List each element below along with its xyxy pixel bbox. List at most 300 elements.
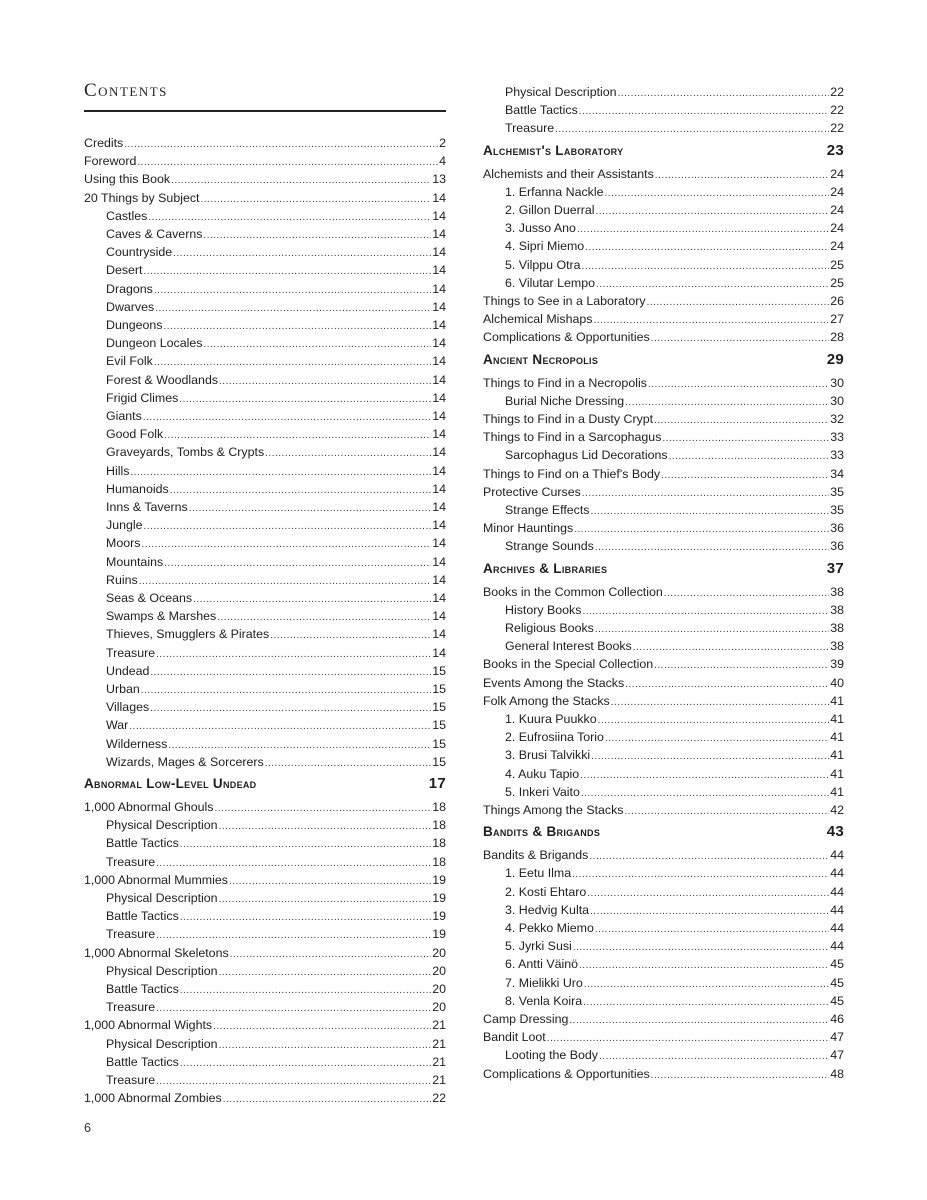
toc-subentry[interactable] bbox=[106, 907, 446, 925]
entry-page: 19 bbox=[432, 872, 446, 887]
toc-subentry[interactable] bbox=[106, 243, 446, 261]
entry-page: 44 bbox=[830, 866, 844, 881]
entry-label: Alchemical Mishaps bbox=[483, 312, 593, 327]
entry-label: Villages bbox=[106, 700, 150, 715]
entry-label: 5. Jyrki Susi bbox=[505, 939, 572, 954]
toc-subentry[interactable] bbox=[106, 425, 446, 443]
entry-label: 5. Inkeri Vaito bbox=[505, 784, 580, 799]
entry-page: 47 bbox=[830, 1048, 844, 1063]
toc-entry[interactable] bbox=[84, 134, 446, 152]
toc-subentry[interactable] bbox=[106, 816, 446, 834]
entry-label: Battle Tactics bbox=[106, 909, 179, 924]
entry-label: Forest & Woodlands bbox=[106, 372, 219, 387]
entry-label: History Books bbox=[505, 602, 582, 617]
section-page: 17 bbox=[428, 775, 446, 792]
entry-page: 15 bbox=[432, 663, 446, 678]
section-heading[interactable] bbox=[84, 774, 446, 794]
entry-label: 5. Vilppu Otra bbox=[505, 257, 581, 272]
toc-entry[interactable] bbox=[483, 1065, 844, 1083]
toc-subentry[interactable] bbox=[106, 516, 446, 534]
toc-subentry[interactable] bbox=[106, 462, 446, 480]
toc-subentry[interactable] bbox=[106, 371, 446, 389]
toc-subentry[interactable] bbox=[505, 919, 844, 937]
toc-entry[interactable] bbox=[84, 1089, 446, 1107]
toc-subentry[interactable] bbox=[505, 937, 844, 955]
toc-entry[interactable] bbox=[483, 465, 844, 483]
toc-subentry[interactable] bbox=[505, 601, 844, 619]
entry-label: Desert bbox=[106, 263, 143, 278]
toc-entry[interactable] bbox=[483, 292, 844, 310]
entry-page: 14 bbox=[432, 281, 446, 296]
section-title: Ancient Necropolis bbox=[483, 351, 599, 367]
page-number: 6 bbox=[84, 1121, 91, 1135]
entry-page: 14 bbox=[432, 536, 446, 551]
toc-subentry[interactable] bbox=[106, 498, 446, 516]
entry-page: 22 bbox=[830, 85, 844, 99]
entry-label: Things Among the Stacks bbox=[483, 803, 624, 817]
toc-subentry[interactable] bbox=[505, 83, 844, 101]
entry-label: Wizards, Mages & Sorcerers bbox=[106, 754, 264, 769]
entry-page: 24 bbox=[830, 221, 844, 236]
toc-subentry[interactable] bbox=[106, 207, 446, 225]
toc-subentry[interactable] bbox=[505, 183, 844, 201]
toc-subentry[interactable] bbox=[106, 644, 446, 662]
entry-label: Moors bbox=[106, 536, 141, 551]
entry-page: 45 bbox=[830, 975, 844, 990]
entry-label: Inns & Taverns bbox=[106, 500, 188, 514]
section-title: Bandits & Brigands bbox=[483, 824, 601, 840]
entry-label: Things to Find on a Thief's Body bbox=[483, 466, 661, 481]
entry-label: 20 Things by Subject bbox=[84, 190, 200, 205]
entry-label: Treasure bbox=[106, 645, 156, 660]
entry-label: Bandit Loot bbox=[483, 1030, 546, 1045]
toc-subentry[interactable] bbox=[106, 443, 446, 461]
entry-page: 24 bbox=[830, 166, 844, 181]
toc-entry[interactable] bbox=[84, 944, 446, 962]
entry-page: 14 bbox=[432, 609, 446, 624]
entry-page: 21 bbox=[432, 1018, 446, 1033]
entry-page: 19 bbox=[432, 909, 446, 924]
entry-label: Undead bbox=[106, 663, 150, 678]
entry-label: Physical Description bbox=[505, 85, 617, 99]
entry-page: 24 bbox=[830, 184, 844, 199]
entry-page: 41 bbox=[830, 748, 844, 763]
toc-entry[interactable] bbox=[84, 152, 446, 170]
toc-subentry[interactable] bbox=[505, 256, 844, 274]
entry-label: Treasure bbox=[505, 121, 555, 136]
entry-page: 14 bbox=[432, 591, 446, 605]
entry-label: Dungeons bbox=[106, 318, 163, 332]
entry-page: 15 bbox=[432, 718, 446, 733]
entry-page: 44 bbox=[830, 921, 844, 935]
toc-entry[interactable] bbox=[84, 798, 446, 816]
entry-page: 48 bbox=[830, 1066, 844, 1081]
entry-label: Folk Among the Stacks bbox=[483, 693, 610, 708]
entry-label: Graveyards, Tombs & Crypts bbox=[106, 445, 265, 460]
entry-page: 41 bbox=[830, 784, 844, 799]
entry-label: Sarcophagus Lid Decorations bbox=[505, 448, 668, 463]
entry-label: Thieves, Smugglers & Pirates bbox=[106, 627, 270, 642]
toc-subentry[interactable] bbox=[106, 680, 446, 698]
entry-page: 44 bbox=[830, 884, 844, 899]
toc-subentry[interactable] bbox=[106, 753, 446, 771]
toc-subentry[interactable] bbox=[106, 980, 446, 998]
toc-subentry[interactable] bbox=[106, 1035, 446, 1053]
entry-label: 3. Brusi Talvikki bbox=[505, 748, 591, 763]
toc-subentry[interactable] bbox=[106, 334, 446, 352]
toc-subentry[interactable] bbox=[505, 219, 844, 237]
entry-page: 20 bbox=[432, 963, 446, 978]
toc-subentry[interactable] bbox=[106, 352, 446, 370]
entry-page: 45 bbox=[830, 993, 844, 1008]
entry-label: Giants bbox=[106, 409, 142, 423]
toc-subentry[interactable] bbox=[106, 316, 446, 334]
entry-page: 20 bbox=[432, 982, 446, 996]
toc-subentry[interactable] bbox=[106, 998, 446, 1016]
entry-page: 18 bbox=[432, 800, 446, 814]
toc-subentry[interactable] bbox=[106, 889, 446, 907]
entry-label: Books in the Special Collection bbox=[483, 657, 654, 672]
entry-page: 46 bbox=[830, 1012, 844, 1026]
toc-subentry[interactable] bbox=[106, 716, 446, 734]
entry-page: 14 bbox=[432, 318, 446, 332]
entry-label: Battle Tactics bbox=[106, 1054, 179, 1069]
entry-page: 15 bbox=[432, 682, 446, 696]
toc-subentry[interactable] bbox=[505, 446, 844, 464]
toc-subentry[interactable] bbox=[106, 389, 446, 407]
entry-page: 13 bbox=[432, 172, 446, 187]
entry-page: 2 bbox=[439, 136, 446, 150]
entry-page: 14 bbox=[432, 299, 446, 314]
entry-label: Things to Find in a Sarcophagus bbox=[483, 430, 662, 445]
entry-label: 6. Antti Väinö bbox=[505, 957, 579, 972]
toc-subentry[interactable] bbox=[505, 992, 844, 1010]
entry-page: 36 bbox=[830, 521, 844, 536]
entry-page: 24 bbox=[830, 203, 844, 217]
toc-subentry[interactable] bbox=[505, 501, 844, 519]
entry-page: 38 bbox=[830, 584, 844, 599]
toc-subentry[interactable] bbox=[106, 1053, 446, 1071]
entry-page: 21 bbox=[432, 1073, 446, 1087]
toc-entry[interactable] bbox=[483, 801, 844, 819]
entry-label: Physical Description bbox=[106, 1036, 218, 1051]
entry-page: 35 bbox=[830, 503, 844, 517]
entry-page: 30 bbox=[830, 375, 844, 390]
entry-label: Physical Description bbox=[106, 818, 218, 833]
toc-subentry[interactable] bbox=[106, 1071, 446, 1089]
toc-subentry[interactable] bbox=[505, 201, 844, 219]
toc-entry[interactable] bbox=[483, 655, 844, 673]
entry-label: Burial Niche Dressing bbox=[505, 393, 625, 408]
section-title: Alchemist's Laboratory bbox=[483, 142, 624, 158]
entry-page: 14 bbox=[432, 390, 446, 405]
toc-subentry[interactable] bbox=[106, 480, 446, 498]
dot-leader bbox=[651, 1067, 830, 1085]
section-heading[interactable] bbox=[483, 559, 844, 579]
toc-subentry[interactable] bbox=[106, 735, 446, 753]
dot-leader bbox=[555, 121, 829, 139]
toc-entry[interactable] bbox=[483, 692, 844, 710]
entry-page: 44 bbox=[830, 902, 844, 917]
entry-page: 34 bbox=[830, 466, 844, 481]
entry-label: Events Among the Stacks bbox=[483, 675, 625, 690]
entry-label: 1,000 Abnormal Wights bbox=[84, 1018, 213, 1033]
toc-subentry[interactable] bbox=[106, 280, 446, 298]
entry-label: Urban bbox=[106, 682, 140, 696]
entry-page: 19 bbox=[432, 891, 446, 905]
entry-label: 2. Kosti Ehtaro bbox=[505, 884, 587, 899]
section-heading[interactable] bbox=[483, 141, 844, 161]
toc-subentry[interactable] bbox=[505, 619, 844, 637]
entry-label: Dragons bbox=[106, 281, 153, 296]
entry-page: 44 bbox=[830, 939, 844, 954]
toc-subentry[interactable] bbox=[106, 625, 446, 643]
toc-subentry[interactable] bbox=[106, 662, 446, 680]
entry-page: 14 bbox=[432, 336, 446, 351]
entry-label: Books in the Common Collection bbox=[483, 584, 663, 599]
toc-subentry[interactable] bbox=[505, 1046, 844, 1064]
entry-page: 18 bbox=[432, 818, 446, 833]
entry-label: 8. Venla Koira bbox=[505, 993, 583, 1008]
entry-page: 15 bbox=[432, 736, 446, 751]
entry-label: Dwarves bbox=[106, 299, 155, 314]
entry-label: 4. Pekko Miemo bbox=[505, 921, 594, 935]
entry-label: 2. Gillon Duerral bbox=[505, 203, 595, 217]
entry-label: Things to Find in a Necropolis bbox=[483, 375, 647, 390]
entry-label: Castles bbox=[106, 208, 148, 223]
entry-page: 14 bbox=[432, 245, 446, 260]
entry-page: 40 bbox=[830, 675, 844, 690]
entry-page: 22 bbox=[830, 103, 844, 118]
entry-label: Credits bbox=[84, 136, 124, 150]
entry-page: 14 bbox=[432, 208, 446, 223]
entry-label: Caves & Caverns bbox=[106, 227, 203, 241]
section-heading[interactable] bbox=[483, 350, 844, 370]
toc-entry[interactable] bbox=[483, 1028, 844, 1046]
entry-page: 14 bbox=[432, 372, 446, 387]
toc-subentry[interactable] bbox=[106, 698, 446, 716]
entry-page: 25 bbox=[830, 275, 844, 290]
entry-label: 1,000 Abnormal Skeletons bbox=[84, 945, 229, 960]
entry-page: 20 bbox=[432, 945, 446, 960]
toc-subentry[interactable] bbox=[505, 864, 844, 882]
entry-page: 14 bbox=[432, 463, 446, 478]
entry-label: Physical Description bbox=[106, 963, 218, 978]
toc-entry[interactable] bbox=[483, 428, 844, 446]
entry-page: 30 bbox=[830, 393, 844, 408]
entry-label: Using this Book bbox=[84, 172, 171, 187]
entry-label: Religious Books bbox=[505, 621, 594, 635]
toc-subentry[interactable] bbox=[505, 274, 844, 292]
entry-page: 14 bbox=[432, 227, 446, 241]
toc-subentry[interactable] bbox=[106, 589, 446, 607]
entry-label: Strange Effects bbox=[505, 503, 590, 517]
entry-page: 25 bbox=[830, 257, 844, 272]
toc-subentry[interactable] bbox=[106, 834, 446, 852]
toc-subentry[interactable] bbox=[106, 261, 446, 279]
toc-subentry[interactable] bbox=[505, 728, 844, 746]
entry-page: 22 bbox=[432, 1091, 446, 1106]
entry-page: 14 bbox=[432, 500, 446, 514]
toc-entry[interactable] bbox=[483, 483, 844, 501]
toc-subentry[interactable] bbox=[106, 962, 446, 980]
entry-label: Treasure bbox=[106, 1000, 156, 1015]
toc-subentry[interactable] bbox=[505, 392, 844, 410]
toc-subentry[interactable] bbox=[505, 901, 844, 919]
entry-page: 14 bbox=[432, 354, 446, 369]
entry-label: 3. Hedvig Kulta bbox=[505, 902, 590, 917]
toc-entry[interactable] bbox=[84, 170, 446, 188]
entry-page: 28 bbox=[830, 330, 844, 345]
toc-subentry[interactable] bbox=[106, 571, 446, 589]
entry-page: 14 bbox=[432, 518, 446, 533]
entry-label: 4. Sipri Miemo bbox=[505, 239, 585, 254]
toc-entry[interactable] bbox=[483, 410, 844, 428]
entry-label: 2. Eufrosiina Torio bbox=[505, 730, 604, 745]
entry-label: Mountains bbox=[106, 554, 164, 569]
entry-page: 15 bbox=[432, 700, 446, 715]
entry-page: 42 bbox=[830, 803, 844, 817]
entry-page: 38 bbox=[830, 602, 844, 617]
entry-page: 38 bbox=[830, 639, 844, 654]
entry-page: 26 bbox=[830, 294, 844, 308]
toc-entry[interactable] bbox=[483, 310, 844, 328]
entry-page: 36 bbox=[830, 539, 844, 554]
entry-page: 4 bbox=[439, 154, 446, 169]
entry-page: 47 bbox=[830, 1030, 844, 1045]
entry-label: Foreword bbox=[84, 154, 137, 169]
entry-label: Evil Folk bbox=[106, 354, 153, 369]
entry-page: 33 bbox=[830, 430, 844, 445]
entry-label: War bbox=[106, 718, 129, 733]
entry-label: Humanoids bbox=[106, 481, 169, 496]
entry-page: 14 bbox=[432, 481, 446, 496]
toc-entry[interactable] bbox=[84, 189, 446, 207]
toc-entry[interactable] bbox=[483, 519, 844, 537]
entry-label: Alchemists and their Assistants bbox=[483, 166, 654, 181]
entry-label: Swamps & Marshes bbox=[106, 609, 217, 624]
entry-label: Protective Curses bbox=[483, 484, 581, 499]
toc-entry[interactable] bbox=[84, 1016, 446, 1034]
entry-label: 1,000 Abnormal Ghouls bbox=[84, 800, 214, 814]
entry-page: 41 bbox=[830, 712, 844, 726]
entry-label: Hills bbox=[106, 463, 130, 478]
dot-leader bbox=[651, 330, 830, 348]
toc-entry[interactable] bbox=[483, 328, 844, 346]
section-title: Archives & Libraries bbox=[483, 560, 608, 576]
entry-page: 45 bbox=[830, 957, 844, 972]
entry-label: Minor Hauntings bbox=[483, 521, 574, 536]
entry-page: 14 bbox=[432, 445, 446, 460]
toc-entry[interactable] bbox=[483, 165, 844, 183]
entry-label: Things to Find in a Dusty Crypt bbox=[483, 412, 654, 426]
toc-subentry[interactable] bbox=[505, 783, 844, 801]
toc-subentry[interactable] bbox=[106, 853, 446, 871]
entry-page: 20 bbox=[432, 1000, 446, 1015]
toc-subentry[interactable] bbox=[505, 637, 844, 655]
toc-subentry[interactable] bbox=[505, 710, 844, 728]
entry-label: Camp Dressing bbox=[483, 1012, 569, 1026]
entry-page: 14 bbox=[432, 572, 446, 587]
section-title: Abnormal Low-Level Undead bbox=[84, 776, 257, 791]
toc-entry[interactable] bbox=[483, 583, 844, 601]
toc-entry[interactable] bbox=[483, 1010, 844, 1028]
entry-page: 15 bbox=[432, 754, 446, 769]
entry-label: 1. Kuura Puukko bbox=[505, 712, 597, 726]
entry-label: 1. Eetu Ilma bbox=[505, 866, 572, 881]
toc-subentry[interactable] bbox=[505, 101, 844, 119]
entry-page: 14 bbox=[432, 627, 446, 642]
entry-page: 32 bbox=[830, 412, 844, 426]
entry-page: 21 bbox=[432, 1054, 446, 1069]
section-heading[interactable] bbox=[483, 822, 844, 842]
toc-subentry[interactable] bbox=[505, 974, 844, 992]
toc-subentry[interactable] bbox=[106, 298, 446, 316]
entry-page: 22 bbox=[830, 121, 844, 136]
entry-page: 14 bbox=[432, 409, 446, 423]
section-page: 29 bbox=[826, 350, 844, 368]
entry-label: 3. Jusso Ano bbox=[505, 221, 576, 236]
toc-subentry[interactable] bbox=[106, 607, 446, 625]
dot-leader bbox=[625, 803, 830, 821]
entry-label: 4. Auku Tapio bbox=[505, 766, 580, 781]
toc-subentry[interactable] bbox=[106, 925, 446, 943]
entry-label: Battle Tactics bbox=[106, 836, 179, 851]
entry-label: 7. Mielikki Uro bbox=[505, 975, 583, 990]
entry-page: 14 bbox=[432, 427, 446, 442]
toc-entry[interactable] bbox=[483, 374, 844, 392]
entry-label: General Interest Books bbox=[505, 639, 632, 654]
toc-subentry[interactable] bbox=[505, 746, 844, 764]
entry-label: Countryside bbox=[106, 245, 173, 260]
page-title: Contents bbox=[84, 80, 446, 112]
dot-leader bbox=[595, 539, 829, 557]
entry-page: 14 bbox=[432, 190, 446, 205]
toc-subentry[interactable] bbox=[505, 955, 844, 973]
entry-label: Bandits & Brigands bbox=[483, 848, 589, 863]
entry-label: Complications & Opportunities bbox=[483, 330, 650, 345]
toc-subentry[interactable] bbox=[505, 765, 844, 783]
entry-label: 1,000 Abnormal Zombies bbox=[84, 1091, 222, 1106]
toc-subentry[interactable] bbox=[505, 537, 844, 555]
dot-leader bbox=[265, 755, 432, 773]
toc-subentry[interactable] bbox=[106, 407, 446, 425]
entry-label: Treasure bbox=[106, 927, 156, 942]
toc-subentry[interactable] bbox=[106, 225, 446, 243]
entry-page: 19 bbox=[432, 927, 446, 942]
toc-entry[interactable] bbox=[84, 871, 446, 889]
toc-subentry[interactable] bbox=[106, 534, 446, 552]
section-page: 43 bbox=[826, 823, 844, 841]
toc-entry[interactable] bbox=[483, 674, 844, 692]
toc-subentry[interactable] bbox=[505, 883, 844, 901]
entry-label: Good Folk bbox=[106, 427, 164, 442]
entry-page: 18 bbox=[432, 854, 446, 869]
entry-page: 44 bbox=[830, 848, 844, 863]
toc-subentry[interactable] bbox=[106, 553, 446, 571]
entry-label: 6. Vilutar Lempo bbox=[505, 275, 596, 290]
entry-label: Treasure bbox=[106, 1073, 156, 1087]
entry-label: Ruins bbox=[106, 572, 138, 587]
entry-label: Complications & Opportunities bbox=[483, 1066, 650, 1081]
toc-subentry[interactable] bbox=[505, 237, 844, 255]
entry-page: 33 bbox=[830, 448, 844, 463]
toc-entry[interactable] bbox=[483, 846, 844, 864]
toc-subentry[interactable] bbox=[505, 119, 844, 137]
entry-label: Battle Tactics bbox=[505, 103, 578, 118]
entry-page: 27 bbox=[830, 312, 844, 327]
entry-label: Things to See in a Laboratory bbox=[483, 294, 646, 308]
